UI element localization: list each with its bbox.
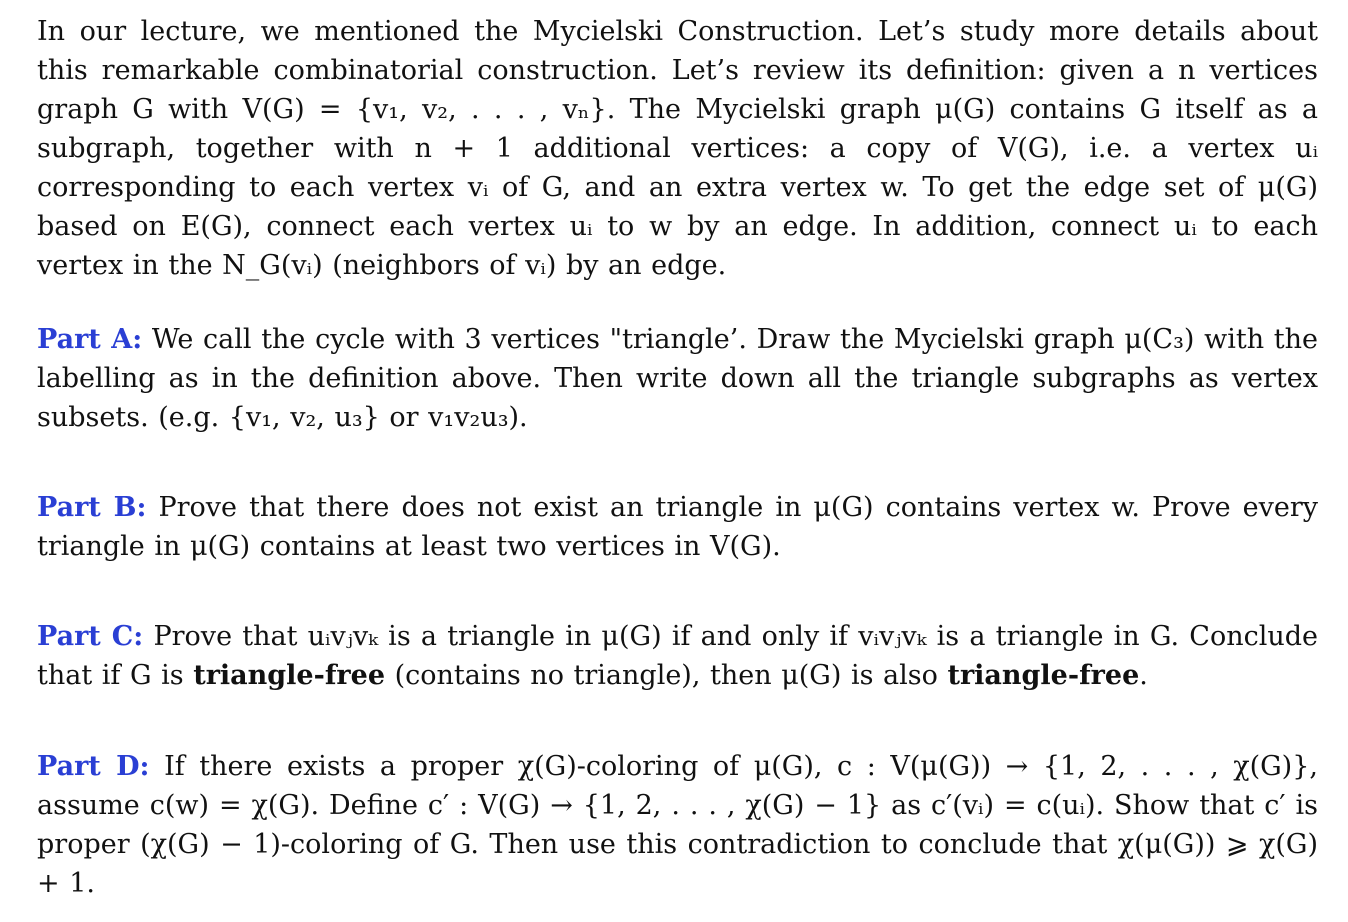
part-b-paragraph — [37, 488, 1318, 566]
part-d-paragraph — [37, 747, 1318, 903]
intro-text: In our lecture, we mentioned the Mycielski Construction. Let’s study more details about this remarkable combinatorial construction. Let’s review its definition: given a n vertices graph G with V(G) = {v₁, v₂, . . . , vₙ}. The Mycielski graph μ(G) contains G itself as a subgraph, together with n + 1 additional vertices: a copy of V(G), i.e. a vertex uᵢ corresponding to each vertex vᵢ of G, and an extra vertex w. To get the edge set of μ(G) based on E(G), connect each vertex uᵢ to w by an edge. In addition, connect uᵢ to each vertex in the N_G(vᵢ) (neighbors of vᵢ) by an edge. — [37, 16, 1318, 281]
part-c-label: Part C: — [37, 621, 144, 652]
part-a-label: Part A: — [37, 324, 143, 355]
part-d-text: If there exists a proper χ(G)-coloring of μ(G), c : V(μ(G)) → {1, 2, . . . , χ(G)}, assume c(w) = χ(G). Define c′ : V(G) → {1, 2, . . . , χ(G) − 1} as c′(vᵢ) = c(uᵢ). Show that c′ is proper (χ(G) − 1)-coloring of G. Then use this contradiction to conclude that χ(μ(G)) ⩾ χ(G) + 1. — [37, 751, 1318, 899]
part-d-label: Part D: — [37, 751, 150, 782]
part-c-text-1: Prove that uᵢvⱼvₖ is a triangle in μ(G) if and only if vᵢvⱼvₖ is a triangle in G. Conclude that if G is — [37, 621, 1319, 691]
intro-paragraph — [37, 12, 1318, 285]
part-c-text-3: . — [1139, 660, 1148, 691]
part-b-text: Prove that there does not exist an triangle in μ(G) contains vertex w. Prove every triangle in μ(G) contains at least two vertices in V(G). — [37, 492, 1318, 562]
part-a-paragraph — [37, 320, 1318, 437]
part-a-text: We call the cycle with 3 vertices "triangle’. Draw the Mycielski graph μ(C₃) with the labelling as in the definition above. Then write down all the triangle subgraphs as vertex subsets. (e.g. {v₁, v₂, u₃} or v₁v₂u₃). — [37, 324, 1318, 433]
part-c-paragraph — [37, 617, 1318, 695]
part-c-bold-1: triangle-free — [193, 660, 386, 691]
part-b-label: Part B: — [37, 492, 147, 523]
part-c-bold-2: triangle-free — [947, 660, 1140, 691]
part-c-text-2: (contains no triangle), then μ(G) is also — [385, 660, 948, 691]
